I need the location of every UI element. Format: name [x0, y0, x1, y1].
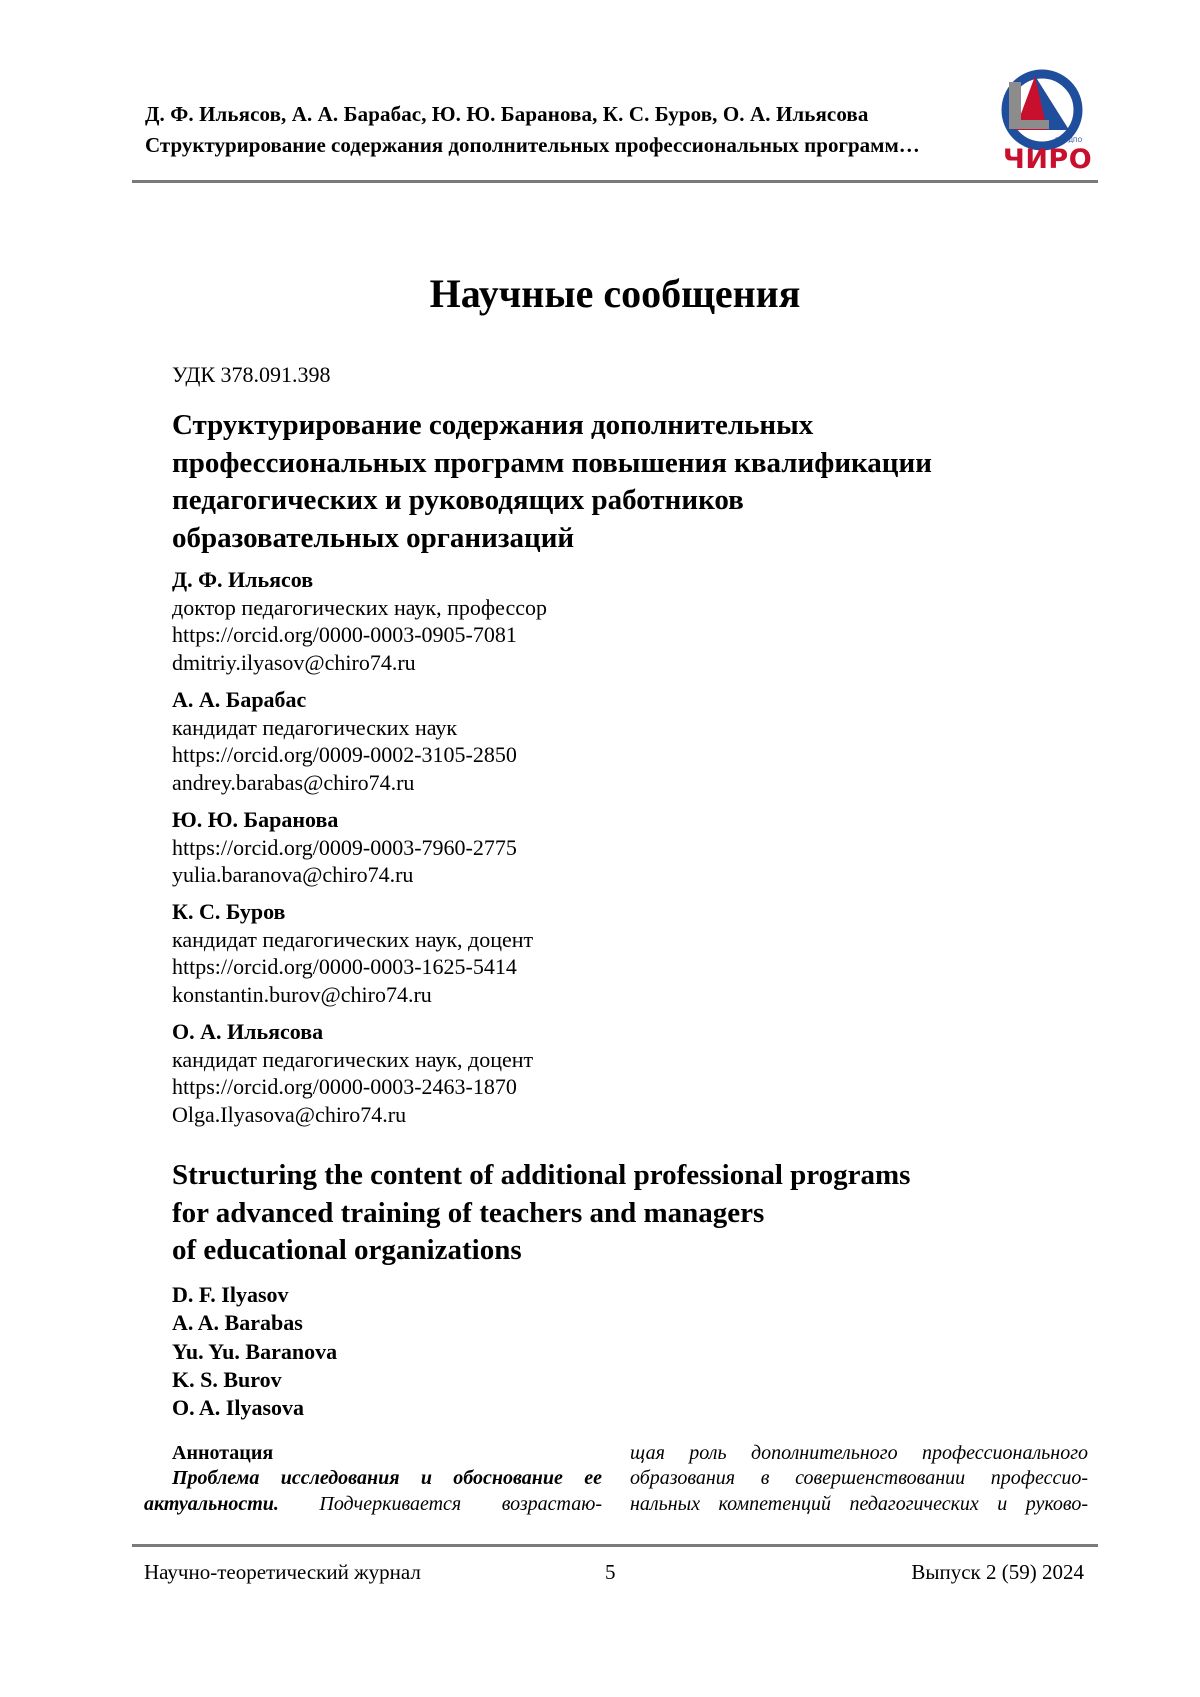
author-email-link[interactable]: yulia.baranova@chiro74.ru [172, 862, 414, 887]
author-en-name: Yu. Yu. Baranova [172, 1338, 338, 1364]
author-email-link[interactable]: Olga.Ilyasova@chiro74.ru [172, 1101, 407, 1127]
authors-en-list [172, 1281, 337, 1422]
author-degree: доктор педагогических наук, профессор [172, 594, 547, 620]
abstract-line: щая роль дополнительного профессионального [630, 1442, 1088, 1464]
author-en-name: D. F. Ilyasov [172, 1282, 289, 1307]
author-en-name: K. S. Burov [172, 1366, 282, 1392]
author-orcid-link[interactable]: https://orcid.org/0000-0003-1625-5414 [172, 954, 517, 979]
author-name: К. С. Буров [172, 899, 286, 924]
author-degree: кандидат педагогических наук, доцент [172, 1046, 534, 1072]
author-en-name: A. A. Barabas [172, 1310, 303, 1336]
title-ru-line: образовательных организаций [172, 521, 575, 554]
section-title: Научные сообщения [429, 271, 801, 316]
author-block [172, 1018, 533, 1128]
author-name: О. А. Ильясова [172, 1019, 324, 1044]
article-title-ru [172, 407, 1052, 557]
title-ru-line: Структурирование содержания дополнительных [172, 409, 814, 441]
abstract-right-column [630, 1441, 1088, 1517]
author-email-link[interactable]: andrey.barabas@chiro74.ru [172, 769, 415, 795]
title-ru-line: профессиональных программ повышения квалификации [172, 446, 932, 479]
abstract-text: Подчеркивается возрастаю- [319, 1492, 602, 1515]
author-name: А. А. Барабас [172, 687, 307, 712]
author-email-link[interactable]: dmitriy.ilyasov@chiro74.ru [172, 649, 416, 675]
footer-issue: Выпуск 2 (59) 2024 [911, 1560, 1084, 1584]
page-number: 5 [605, 1560, 616, 1584]
author-orcid-link[interactable]: https://orcid.org/0000-0003-0905-7081 [172, 622, 517, 647]
abstract-heading: Аннотация [172, 1442, 274, 1464]
header-divider [132, 180, 1098, 183]
footer-divider [132, 1544, 1098, 1547]
author-name: Ю. Ю. Баранова [172, 807, 339, 832]
logo-small-text: ГБУ ДПО [1055, 137, 1083, 144]
author-orcid-link[interactable]: https://orcid.org/0009-0002-3105-2850 [172, 742, 517, 767]
abstract-line: нальных компетенций педагогических и руково- [630, 1492, 1088, 1515]
article-title-en [172, 1157, 1072, 1270]
author-en-name: O. A. Ilyasova [172, 1395, 305, 1421]
author-degree: кандидат педагогических наук, доцент [172, 926, 534, 952]
logo-text: ЧИРО [1003, 144, 1093, 175]
author-block [172, 806, 517, 889]
abstract-lead: Проблема исследования и обоснование ее [172, 1467, 602, 1490]
author-email-link[interactable]: konstantin.burov@chiro74.ru [172, 981, 432, 1007]
abstract-lead-line [144, 1466, 602, 1491]
header-authors: Д. Ф. Ильясов, А. А. Барабас, Ю. Ю. Баранова, К. С. Буров, О. А. Ильясова [145, 102, 869, 126]
author-orcid-link[interactable]: https://orcid.org/0009-0003-7960-2775 [172, 834, 517, 860]
abstract-lead: актуальности. [144, 1492, 279, 1515]
author-orcid-link[interactable]: https://orcid.org/0000-0003-2463-1870 [172, 1074, 517, 1099]
footer-journal: Научно-теоретический журнал [144, 1560, 421, 1584]
abstract-line [144, 1492, 602, 1517]
title-en-line: for advanced training of teachers and managers [172, 1196, 765, 1229]
author-name: Д. Ф. Ильясов [172, 567, 314, 592]
author-block [172, 686, 517, 796]
author-degree: кандидат педагогических наук [172, 714, 458, 740]
title-ru-line: педагогических и руководящих работников [172, 484, 744, 516]
udk-code: УДК 378.091.398 [172, 362, 331, 387]
abstract-left-column [144, 1441, 602, 1517]
title-en-line: Structuring the content of additional professional programs [172, 1159, 911, 1191]
author-block [172, 898, 533, 1008]
title-en-line: of educational organizations [172, 1234, 522, 1266]
abstract-line: образования в совершенствовании профессио- [630, 1467, 1088, 1490]
header-running-title: Структурирование содержания дополнительных профессиональных программ… [145, 133, 920, 157]
author-block [172, 566, 547, 676]
